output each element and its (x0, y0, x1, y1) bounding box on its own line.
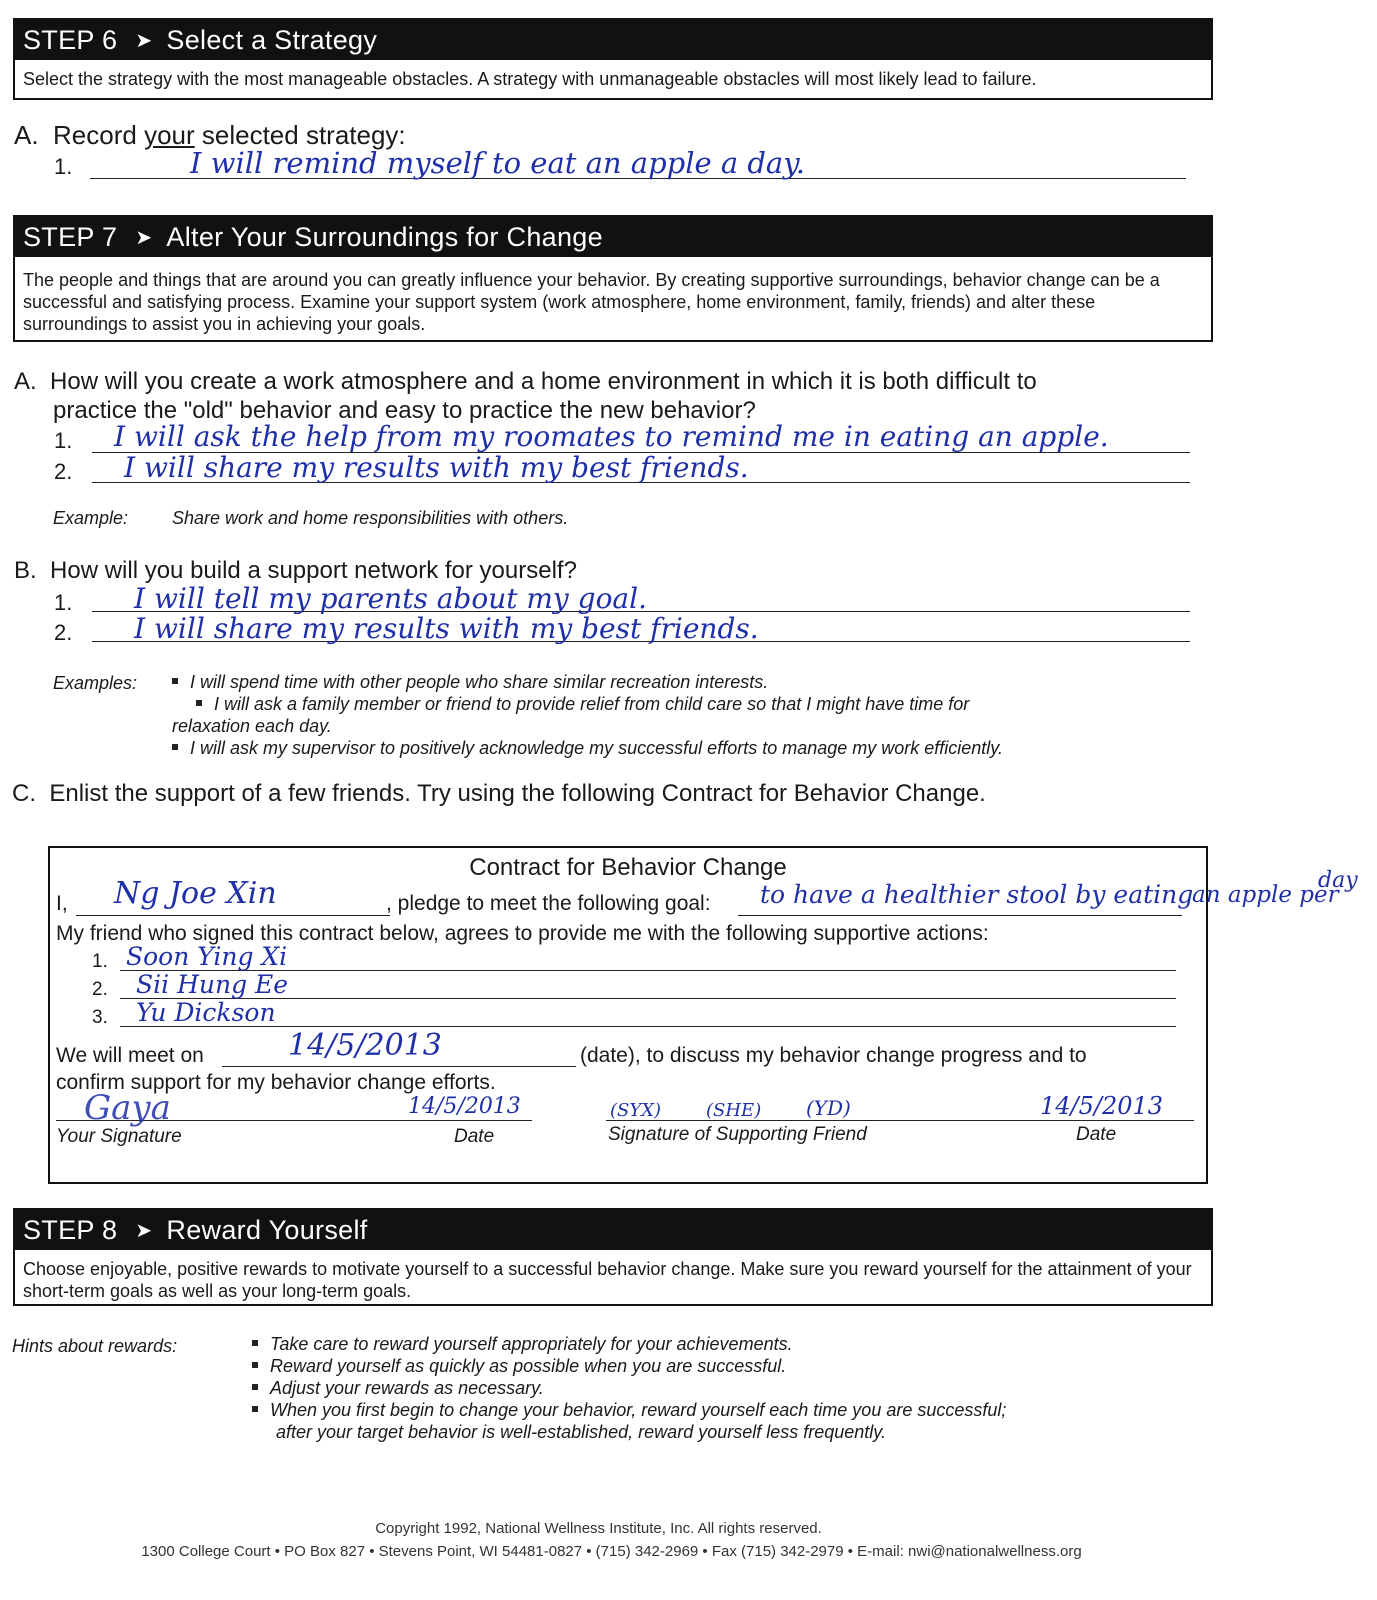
your-signature-label: Your Signature (56, 1126, 182, 1147)
hint-text: When you first begin to change your behavior, reward yourself each time you are successful; (270, 1400, 1007, 1420)
goal-line (738, 915, 1182, 916)
friend-initials-2: (SHE) (706, 1100, 762, 1121)
friends-label: My friend who signed this contract below, agrees to provide me with the following supportive actions: (56, 922, 989, 945)
step7-description: The people and things that are around you can greatly influence your behavior. By creating supportive surroundings, behavior change can be a successful and satisfying process. Examine your support system (work atmosphere, home environment, family, friends) and alter these surroundings to assist you in achieving your goals. (23, 270, 1160, 334)
square-bullet-icon (196, 700, 202, 706)
square-bullet-icon (252, 1362, 258, 1368)
arrowhead-icon: ➤ (135, 227, 153, 249)
friend-signature-line (606, 1120, 1194, 1121)
question-text: Record (53, 120, 145, 150)
friend-name-3: Yu Dickson (136, 998, 276, 1027)
your-signature: Gaya (84, 1088, 171, 1128)
pledge-goal-overflow: an apple per (1192, 882, 1339, 908)
friend-name-1: Soon Ying Xi (126, 942, 288, 971)
question-underlined-word: your (144, 120, 195, 150)
question-text-line1: How will you create a work atmosphere and a home environment in which it is both difficult to (50, 368, 1037, 395)
hint-text: Reward yourself as quickly as possible when you are successful. (270, 1356, 787, 1376)
square-bullet-icon (252, 1406, 258, 1412)
step7-box (13, 215, 1213, 342)
step7-label: STEP 7 (23, 222, 118, 252)
friend-number: 2. (92, 979, 108, 1000)
example-item (172, 672, 768, 693)
example-text: I will spend time with other people who share similar recreation interests. (190, 672, 769, 692)
answer-number: 2. (54, 459, 73, 484)
step7-title: Alter Your Surroundings for Change (166, 222, 603, 252)
example-text: Share work and home responsibilities with others. (172, 508, 569, 528)
hint-text: Adjust your rewards as necessary. (270, 1378, 544, 1398)
workplace-answer-2: I will share my results with my best friends. (124, 451, 749, 484)
step8-label: STEP 8 (23, 1215, 118, 1245)
workplace-answer-1: I will ask the help from my roomates to remind me in eating an apple. (114, 420, 1109, 453)
contract-title: Contract for Behavior Change (469, 854, 787, 881)
footer-address: 1300 College Court • PO Box 827 • Stevens Point, WI 54481-0827 • (715) 342-2969 • Fax (715) 342-2979 • E-mail: nwi@nationalwellness.org (141, 1543, 1082, 1560)
question-prefix: A. (14, 368, 37, 395)
step8-description: Choose enjoyable, positive rewards to motivate yourself to a successful behavior change. Make sure you reward yourself for the attainment of your short-term goals as well as your long-term goals. (23, 1259, 1192, 1301)
question-prefix: C. (12, 780, 36, 807)
strategy-answer: I will remind myself to eat an apple a day. (190, 146, 805, 180)
question-prefix: B. (14, 557, 37, 584)
hint-item-cont: after your target behavior is well-established, reward yourself less frequently. (276, 1422, 886, 1442)
examples-label: Examples: (53, 673, 138, 693)
friend-name-2: Sii Hung Ee (136, 970, 289, 999)
pledge-i-label: I, (56, 892, 68, 915)
meet-label: We will meet on (56, 1044, 204, 1067)
hints-label: Hints about rewards: (12, 1336, 178, 1356)
question-prefix: A. (14, 120, 39, 150)
step8-box (13, 1208, 1213, 1306)
pledger-name: Ng Joe Xin (114, 876, 277, 911)
step6-box (13, 18, 1213, 100)
hint-item (252, 1378, 544, 1399)
step7-header (15, 217, 1211, 257)
question-text: How will you build a support network for yourself? (50, 557, 577, 584)
example-text: I will ask my supervisor to positively acknowledge my successful efforts to manage my work efficiently. (190, 738, 1003, 758)
answer-number: 2. (54, 620, 73, 645)
hint-text: Take care to reward yourself appropriately for your achievements. (270, 1334, 793, 1354)
your-date-label: Date (454, 1126, 495, 1147)
example-item (172, 738, 1003, 759)
support-answer-2: I will share my results with my best friends. (134, 612, 759, 645)
step8-title: Reward Yourself (166, 1215, 368, 1245)
square-bullet-icon (172, 678, 178, 684)
step6-description: Select the strategy with the most manageable obstacles. A strategy with unmanageable obstacles will most likely lead to failure. (23, 69, 1037, 89)
friend-number: 1. (92, 951, 108, 972)
footer-copyright: Copyright 1992, National Wellness Institute, Inc. All rights reserved. (375, 1520, 822, 1537)
arrowhead-icon: ➤ (135, 30, 153, 52)
step7-question-a (14, 368, 1037, 396)
hint-item (252, 1356, 786, 1377)
meet-label-post: (date), to discuss my behavior change progress and to (580, 1044, 1087, 1067)
support-answer-1: I will tell my parents about my goal. (134, 582, 647, 615)
square-bullet-icon (252, 1384, 258, 1390)
step6-header (15, 20, 1211, 60)
square-bullet-icon (252, 1340, 258, 1346)
arrowhead-icon: ➤ (135, 1220, 153, 1242)
step6-label: STEP 6 (23, 25, 118, 55)
example-item-cont: relaxation each day. (172, 716, 332, 736)
answer-number: 1. (54, 154, 73, 179)
question-text: Enlist the support of a few friends. Try using the following Contract for Behavior Change. (49, 780, 986, 807)
step7-question-c (12, 780, 986, 808)
friend-signature-date: 14/5/2013 (1040, 1092, 1164, 1120)
your-signature-date: 14/5/2013 (408, 1094, 521, 1119)
contract-box (48, 846, 1208, 1184)
hint-item (252, 1400, 1006, 1421)
confirm-line: confirm support for my behavior change efforts. (56, 1071, 496, 1094)
example-item (196, 694, 969, 715)
step8-header (15, 1210, 1211, 1250)
friend-line (120, 1026, 1176, 1027)
answer-number: 1. (54, 428, 73, 453)
step7-question-b (14, 557, 577, 585)
hint-item (252, 1334, 793, 1355)
friend-date-label: Date (1076, 1124, 1117, 1145)
answer-number: 1. (54, 590, 73, 615)
question-text-end: selected strategy: (194, 120, 406, 150)
meet-date: 14/5/2013 (288, 1028, 442, 1063)
example-text: I will ask a family member or friend to provide relief from child care so that I might have time for (214, 694, 970, 714)
friend-initials-1: (SYX) (610, 1100, 662, 1121)
friend-number: 3. (92, 1007, 108, 1028)
step7-question-a-line2: practice the "old" behavior and easy to practice the new behavior? (53, 397, 756, 424)
pledge-goal-overflow-2: day (1318, 868, 1358, 893)
friend-initials-3: (YD) (806, 1096, 851, 1120)
name-line (76, 915, 390, 916)
meet-date-line (222, 1066, 576, 1067)
step6-title: Select a Strategy (166, 25, 378, 55)
square-bullet-icon (172, 744, 178, 750)
pledge-label: , pledge to meet the following goal: (386, 892, 711, 915)
pledge-goal: to have a healthier stool by eating (760, 880, 1194, 909)
friend-signature-label: Signature of Supporting Friend (608, 1124, 867, 1145)
example-label: Example: (53, 508, 129, 528)
